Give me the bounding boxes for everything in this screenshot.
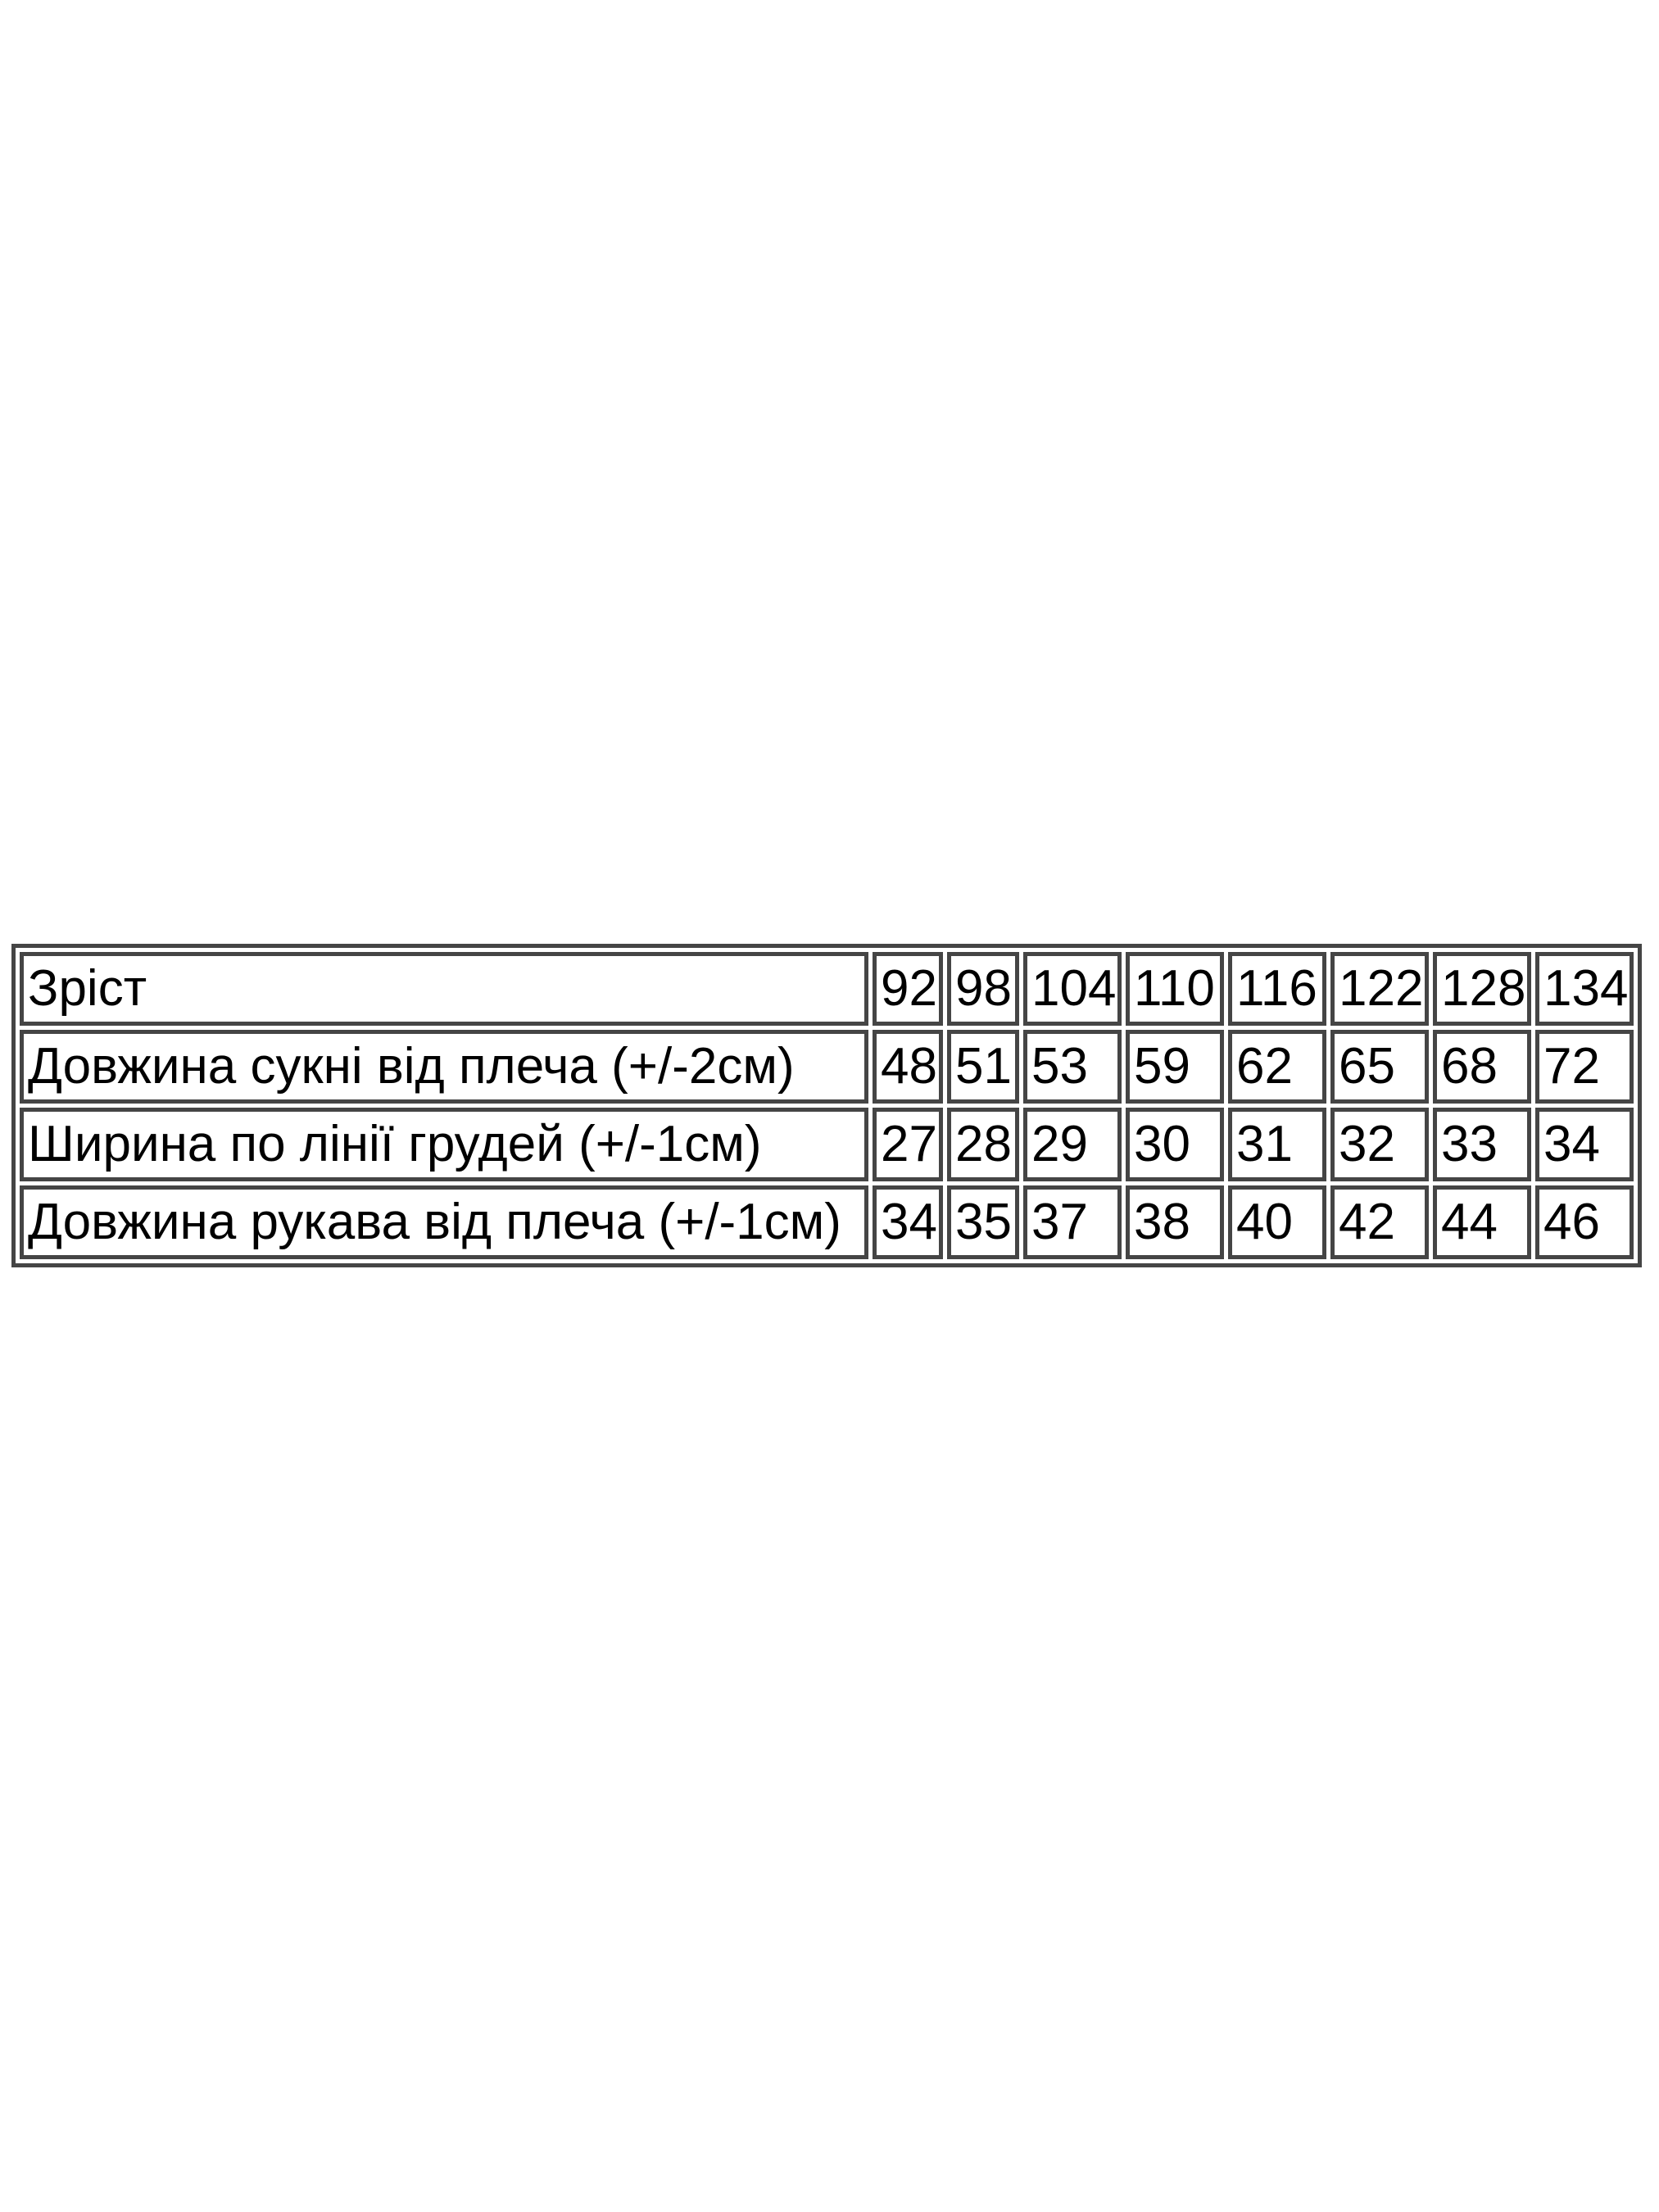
value-cell: 72 — [1535, 1030, 1634, 1104]
value-cell: 35 — [947, 1185, 1019, 1259]
value-cell: 31 — [1228, 1108, 1326, 1181]
value-cell: 42 — [1330, 1185, 1429, 1259]
value-cell: 40 — [1228, 1185, 1326, 1259]
value-cell: 110 — [1126, 952, 1224, 1026]
value-cell: 65 — [1330, 1030, 1429, 1104]
value-cell: 37 — [1023, 1185, 1122, 1259]
value-cell: 62 — [1228, 1030, 1326, 1104]
row-label-cell: Ширина по лінії грудей (+/-1см) — [20, 1108, 868, 1181]
value-cell: 48 — [873, 1030, 943, 1104]
value-cell: 122 — [1330, 952, 1429, 1026]
table-row — [20, 1185, 1634, 1259]
value-cell: 44 — [1433, 1185, 1531, 1259]
value-cell: 32 — [1330, 1108, 1429, 1181]
value-cell: 98 — [947, 952, 1019, 1026]
table-row-header — [20, 952, 1634, 1026]
value-cell: 92 — [873, 952, 943, 1026]
value-cell: 28 — [947, 1108, 1019, 1181]
row-label-cell: Зріст — [20, 952, 868, 1026]
value-cell: 128 — [1433, 952, 1531, 1026]
value-cell: 34 — [873, 1185, 943, 1259]
table-row — [20, 1030, 1634, 1104]
table-row — [20, 1108, 1634, 1181]
value-cell: 29 — [1023, 1108, 1122, 1181]
row-label-cell: Довжина рукава від плеча (+/-1см) — [20, 1185, 868, 1259]
value-cell: 134 — [1535, 952, 1634, 1026]
value-cell: 51 — [947, 1030, 1019, 1104]
row-label-cell: Довжина сукні від плеча (+/-2см) — [20, 1030, 868, 1104]
value-cell: 46 — [1535, 1185, 1634, 1259]
value-cell: 33 — [1433, 1108, 1531, 1181]
value-cell: 68 — [1433, 1030, 1531, 1104]
size-chart-table — [11, 944, 1642, 1267]
value-cell: 104 — [1023, 952, 1122, 1026]
value-cell: 27 — [873, 1108, 943, 1181]
value-cell: 59 — [1126, 1030, 1224, 1104]
value-cell: 116 — [1228, 952, 1326, 1026]
value-cell: 38 — [1126, 1185, 1224, 1259]
value-cell: 53 — [1023, 1030, 1122, 1104]
value-cell: 34 — [1535, 1108, 1634, 1181]
value-cell: 30 — [1126, 1108, 1224, 1181]
